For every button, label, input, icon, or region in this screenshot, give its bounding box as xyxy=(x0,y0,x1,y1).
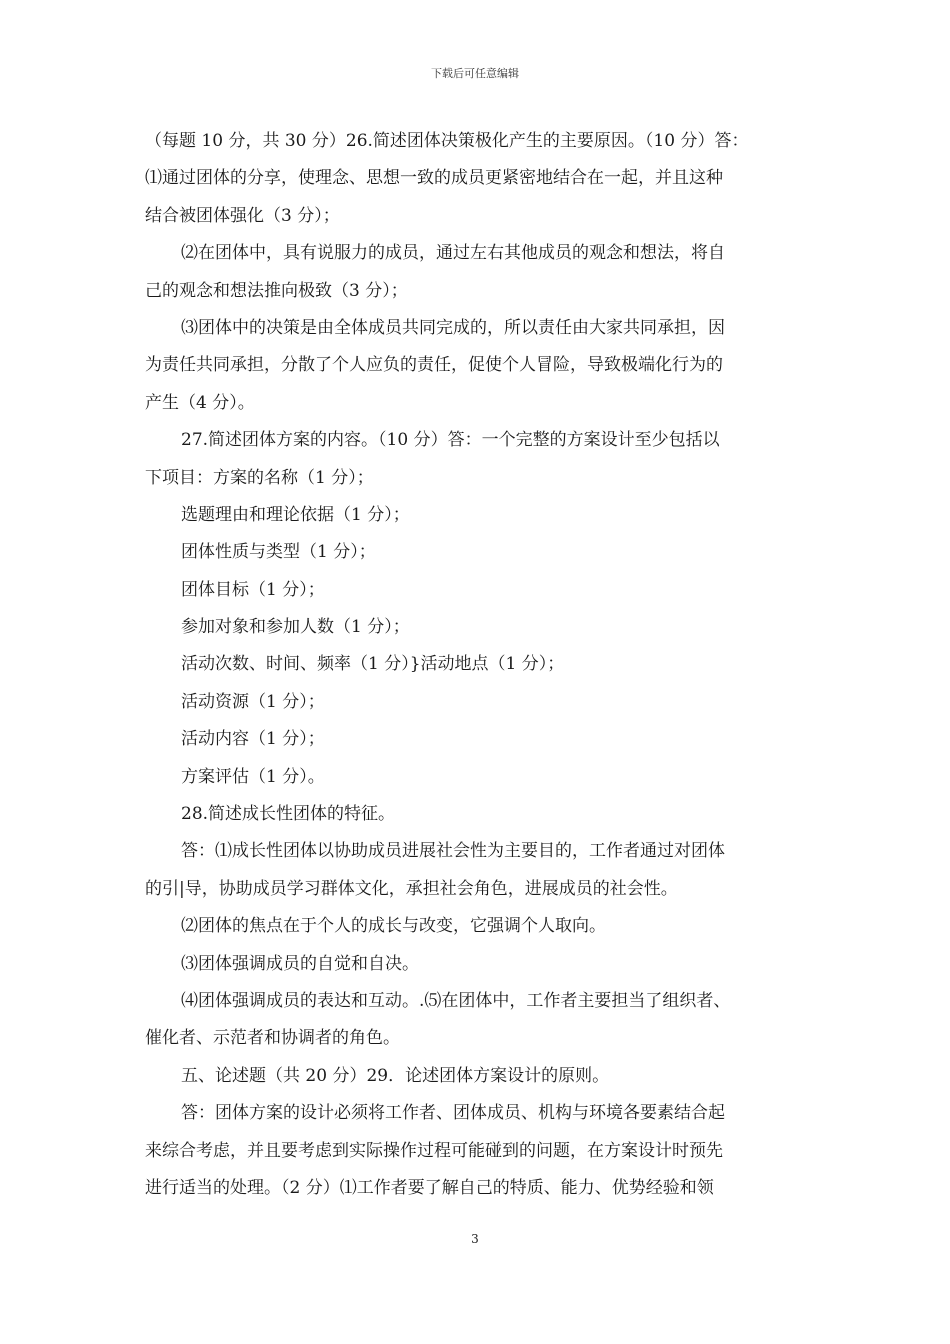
text-line: 来综合考虑，并且要考虑到实际操作过程可能碰到的问题，在方案设计时预先 xyxy=(145,1140,723,1161)
text-line: 产生（4 分）。 xyxy=(145,392,255,413)
text-line: ⑵在团体中，具有说服力的成员，通过左右其他成员的观念和想法，将自 xyxy=(181,243,725,264)
text-line: 方案评估（1 分）。 xyxy=(181,766,325,787)
text-line: 团体性质与类型（1 分）； xyxy=(181,542,376,563)
text-line: 下项目：方案的名称（1 分）； xyxy=(145,467,374,488)
text-line: 结合被团体强化（3 分）； xyxy=(145,205,340,226)
page-header: 下载后可任意编辑 xyxy=(431,67,519,80)
text-line: 团体目标（1 分）； xyxy=(181,579,325,600)
text-line: 催化者、示范者和协调者的角色。 xyxy=(145,1028,400,1049)
text-line: ⑶团体强调成员的自觉和自决。 xyxy=(181,953,419,974)
text-line: 的引|导，协助成员学习群体文化，承担社会角色，进展成员的社会性。 xyxy=(145,878,678,899)
text-line: 选题理由和理论依据（1 分）； xyxy=(181,504,410,525)
text-line: 己的观念和想法推向极致（3 分）； xyxy=(145,280,408,301)
text-line: 为责任共同承担，分散了个人应负的责任，促使个人冒险，导致极端化行为的 xyxy=(145,355,723,376)
text-line: 活动资源（1 分）； xyxy=(181,691,325,712)
text-line: ⑵团体的焦点在于个人的成长与改变，它强调个人取向。 xyxy=(181,916,606,937)
text-line: ⑶团体中的决策是由全体成员共同完成的，所以责任由大家共同承担，因 xyxy=(181,317,725,338)
text-line: 活动内容（1 分）； xyxy=(181,729,325,750)
text-line: ⑷团体强调成员的表达和互动。.⑸在团体中，工作者主要担当了组织者、 xyxy=(181,990,731,1011)
text-line: 五、论述题（共 20 分）29．论述团体方案设计的原则。 xyxy=(181,1065,610,1086)
text-line: 27.简述团体方案的内容。（10 分）答：一个完整的方案设计至少包括以 xyxy=(181,430,720,451)
text-line: 活动次数、时间、频率（1 分）}活动地点（1 分）； xyxy=(181,654,565,675)
text-line: 进行适当的处理。（2 分）⑴工作者要了解自己的特质、能力、优势经验和领 xyxy=(145,1177,714,1198)
text-line: 参加对象和参加人数（1 分）； xyxy=(181,617,410,638)
text-line: ⑴通过团体的分享，使理念、思想一致的成员更紧密地结合在一起，并且这种 xyxy=(145,168,723,189)
text-line: （每题 10 分，共 30 分）26.简述团体决策极化产生的主要原因。（10 分）答： xyxy=(145,131,749,151)
text-line: 答：⑴成长性团体以协助成员进展社会性为主要目的，工作者通过对团体 xyxy=(181,841,725,862)
document-body xyxy=(145,123,807,1207)
page-number: 3 xyxy=(471,1232,479,1246)
text-line: 28.简述成长性团体的特征。 xyxy=(181,804,396,825)
text-line: 答：团体方案的设计必须将工作者、团体成员、机构与环境各要素结合起 xyxy=(181,1103,725,1124)
